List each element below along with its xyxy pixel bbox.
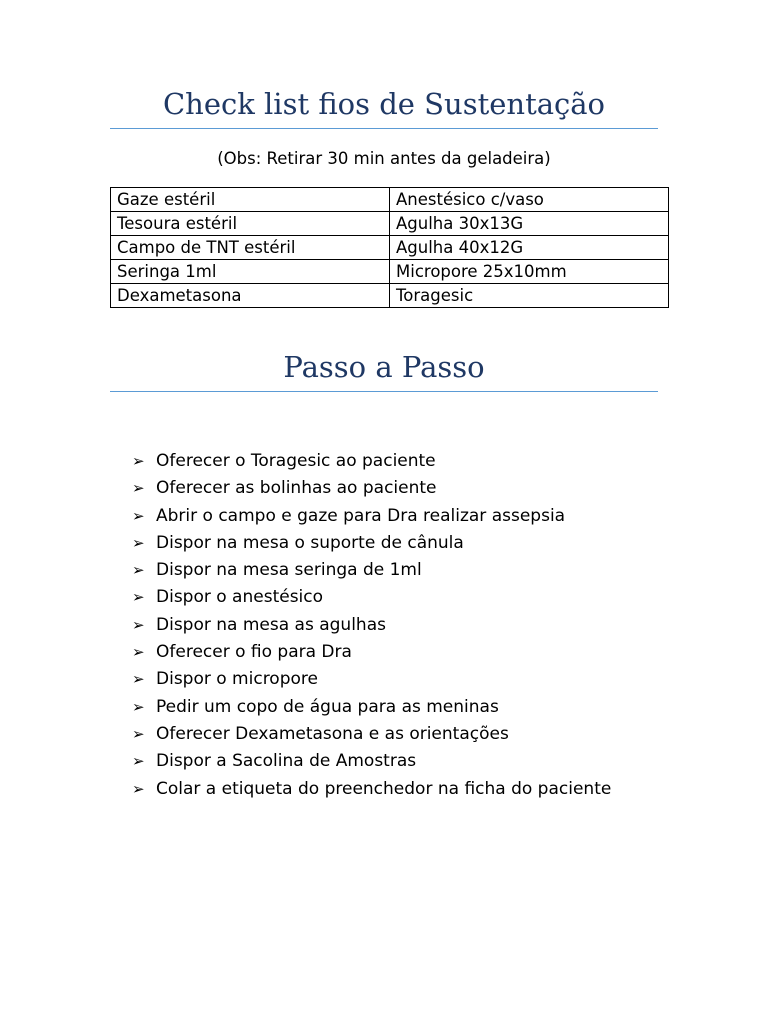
arrow-bullet-icon: ➢ bbox=[132, 697, 145, 716]
step-text: Dispor na mesa seringa de 1ml bbox=[156, 560, 422, 581]
step-text: Dispor o micropore bbox=[156, 669, 318, 690]
page-title: Check list fios de Sustentação bbox=[110, 86, 658, 129]
step-text: Pedir um copo de água para as meninas bbox=[156, 696, 499, 717]
list-item bbox=[132, 612, 732, 639]
arrow-bullet-icon: ➢ bbox=[132, 561, 145, 580]
arrow-bullet-icon: ➢ bbox=[132, 643, 145, 662]
note-text: (Obs: Retirar 30 min antes da geladeira) bbox=[217, 149, 551, 168]
list-item bbox=[132, 475, 732, 502]
list-item bbox=[132, 448, 732, 475]
list-item bbox=[132, 694, 732, 721]
table-row bbox=[111, 284, 669, 308]
table-row bbox=[111, 236, 669, 260]
step-text: Oferecer o Toragesic ao paciente bbox=[156, 451, 436, 471]
table-row bbox=[111, 212, 669, 236]
arrow-bullet-icon: ➢ bbox=[132, 452, 145, 470]
arrow-bullet-icon: ➢ bbox=[132, 670, 145, 689]
list-item bbox=[132, 503, 732, 530]
steps-list bbox=[132, 448, 732, 803]
table-cell: Micropore 25x10mm bbox=[390, 260, 669, 284]
step-text: Dispor o anestésico bbox=[156, 587, 324, 608]
list-item bbox=[132, 584, 732, 611]
table-cell: Tesoura estéril bbox=[111, 212, 390, 236]
step-text: Dispor na mesa as agulhas bbox=[156, 614, 386, 635]
table-row bbox=[111, 188, 669, 212]
arrow-bullet-icon: ➢ bbox=[132, 506, 145, 525]
table-cell: Agulha 30x13G bbox=[390, 212, 669, 236]
arrow-bullet-icon: ➢ bbox=[132, 479, 145, 498]
table-cell: Gaze estéril bbox=[111, 188, 390, 212]
step-text: Dispor a Sacolina de Amostras bbox=[156, 751, 417, 772]
list-item bbox=[132, 557, 732, 584]
checklist-table bbox=[110, 187, 669, 308]
step-text: Oferecer o fio para Dra bbox=[156, 642, 352, 663]
arrow-bullet-icon: ➢ bbox=[132, 779, 145, 798]
list-item bbox=[132, 639, 732, 666]
step-text: Dispor na mesa o suporte de cânula bbox=[156, 532, 464, 553]
list-item bbox=[132, 776, 732, 803]
arrow-bullet-icon: ➢ bbox=[132, 533, 145, 552]
list-item bbox=[132, 530, 732, 557]
table-cell: Seringa 1ml bbox=[111, 260, 390, 284]
table-row bbox=[111, 260, 669, 284]
table-cell: Dexametasona bbox=[111, 284, 390, 308]
list-item bbox=[132, 666, 732, 693]
arrow-bullet-icon: ➢ bbox=[132, 752, 145, 771]
step-text: Oferecer Dexametasona e as orientações bbox=[156, 723, 509, 744]
list-item bbox=[132, 748, 732, 775]
arrow-bullet-icon: ➢ bbox=[132, 615, 145, 634]
table-cell: Agulha 40x12G bbox=[390, 236, 669, 260]
step-text: Colar a etiqueta do preenchedor na ficha do paciente bbox=[156, 778, 612, 799]
arrow-bullet-icon: ➢ bbox=[132, 724, 145, 743]
table-cell: Campo de TNT estéril bbox=[111, 236, 390, 260]
list-item bbox=[132, 721, 732, 748]
step-text: Oferecer as bolinhas ao paciente bbox=[156, 478, 437, 499]
table-cell: Anestésico c/vaso bbox=[390, 188, 669, 212]
arrow-bullet-icon: ➢ bbox=[132, 588, 145, 607]
section-title: Passo a Passo bbox=[110, 349, 658, 392]
table-cell: Toragesic bbox=[390, 284, 669, 308]
step-text: Abrir o campo e gaze para Dra realizar assepsia bbox=[156, 505, 566, 526]
